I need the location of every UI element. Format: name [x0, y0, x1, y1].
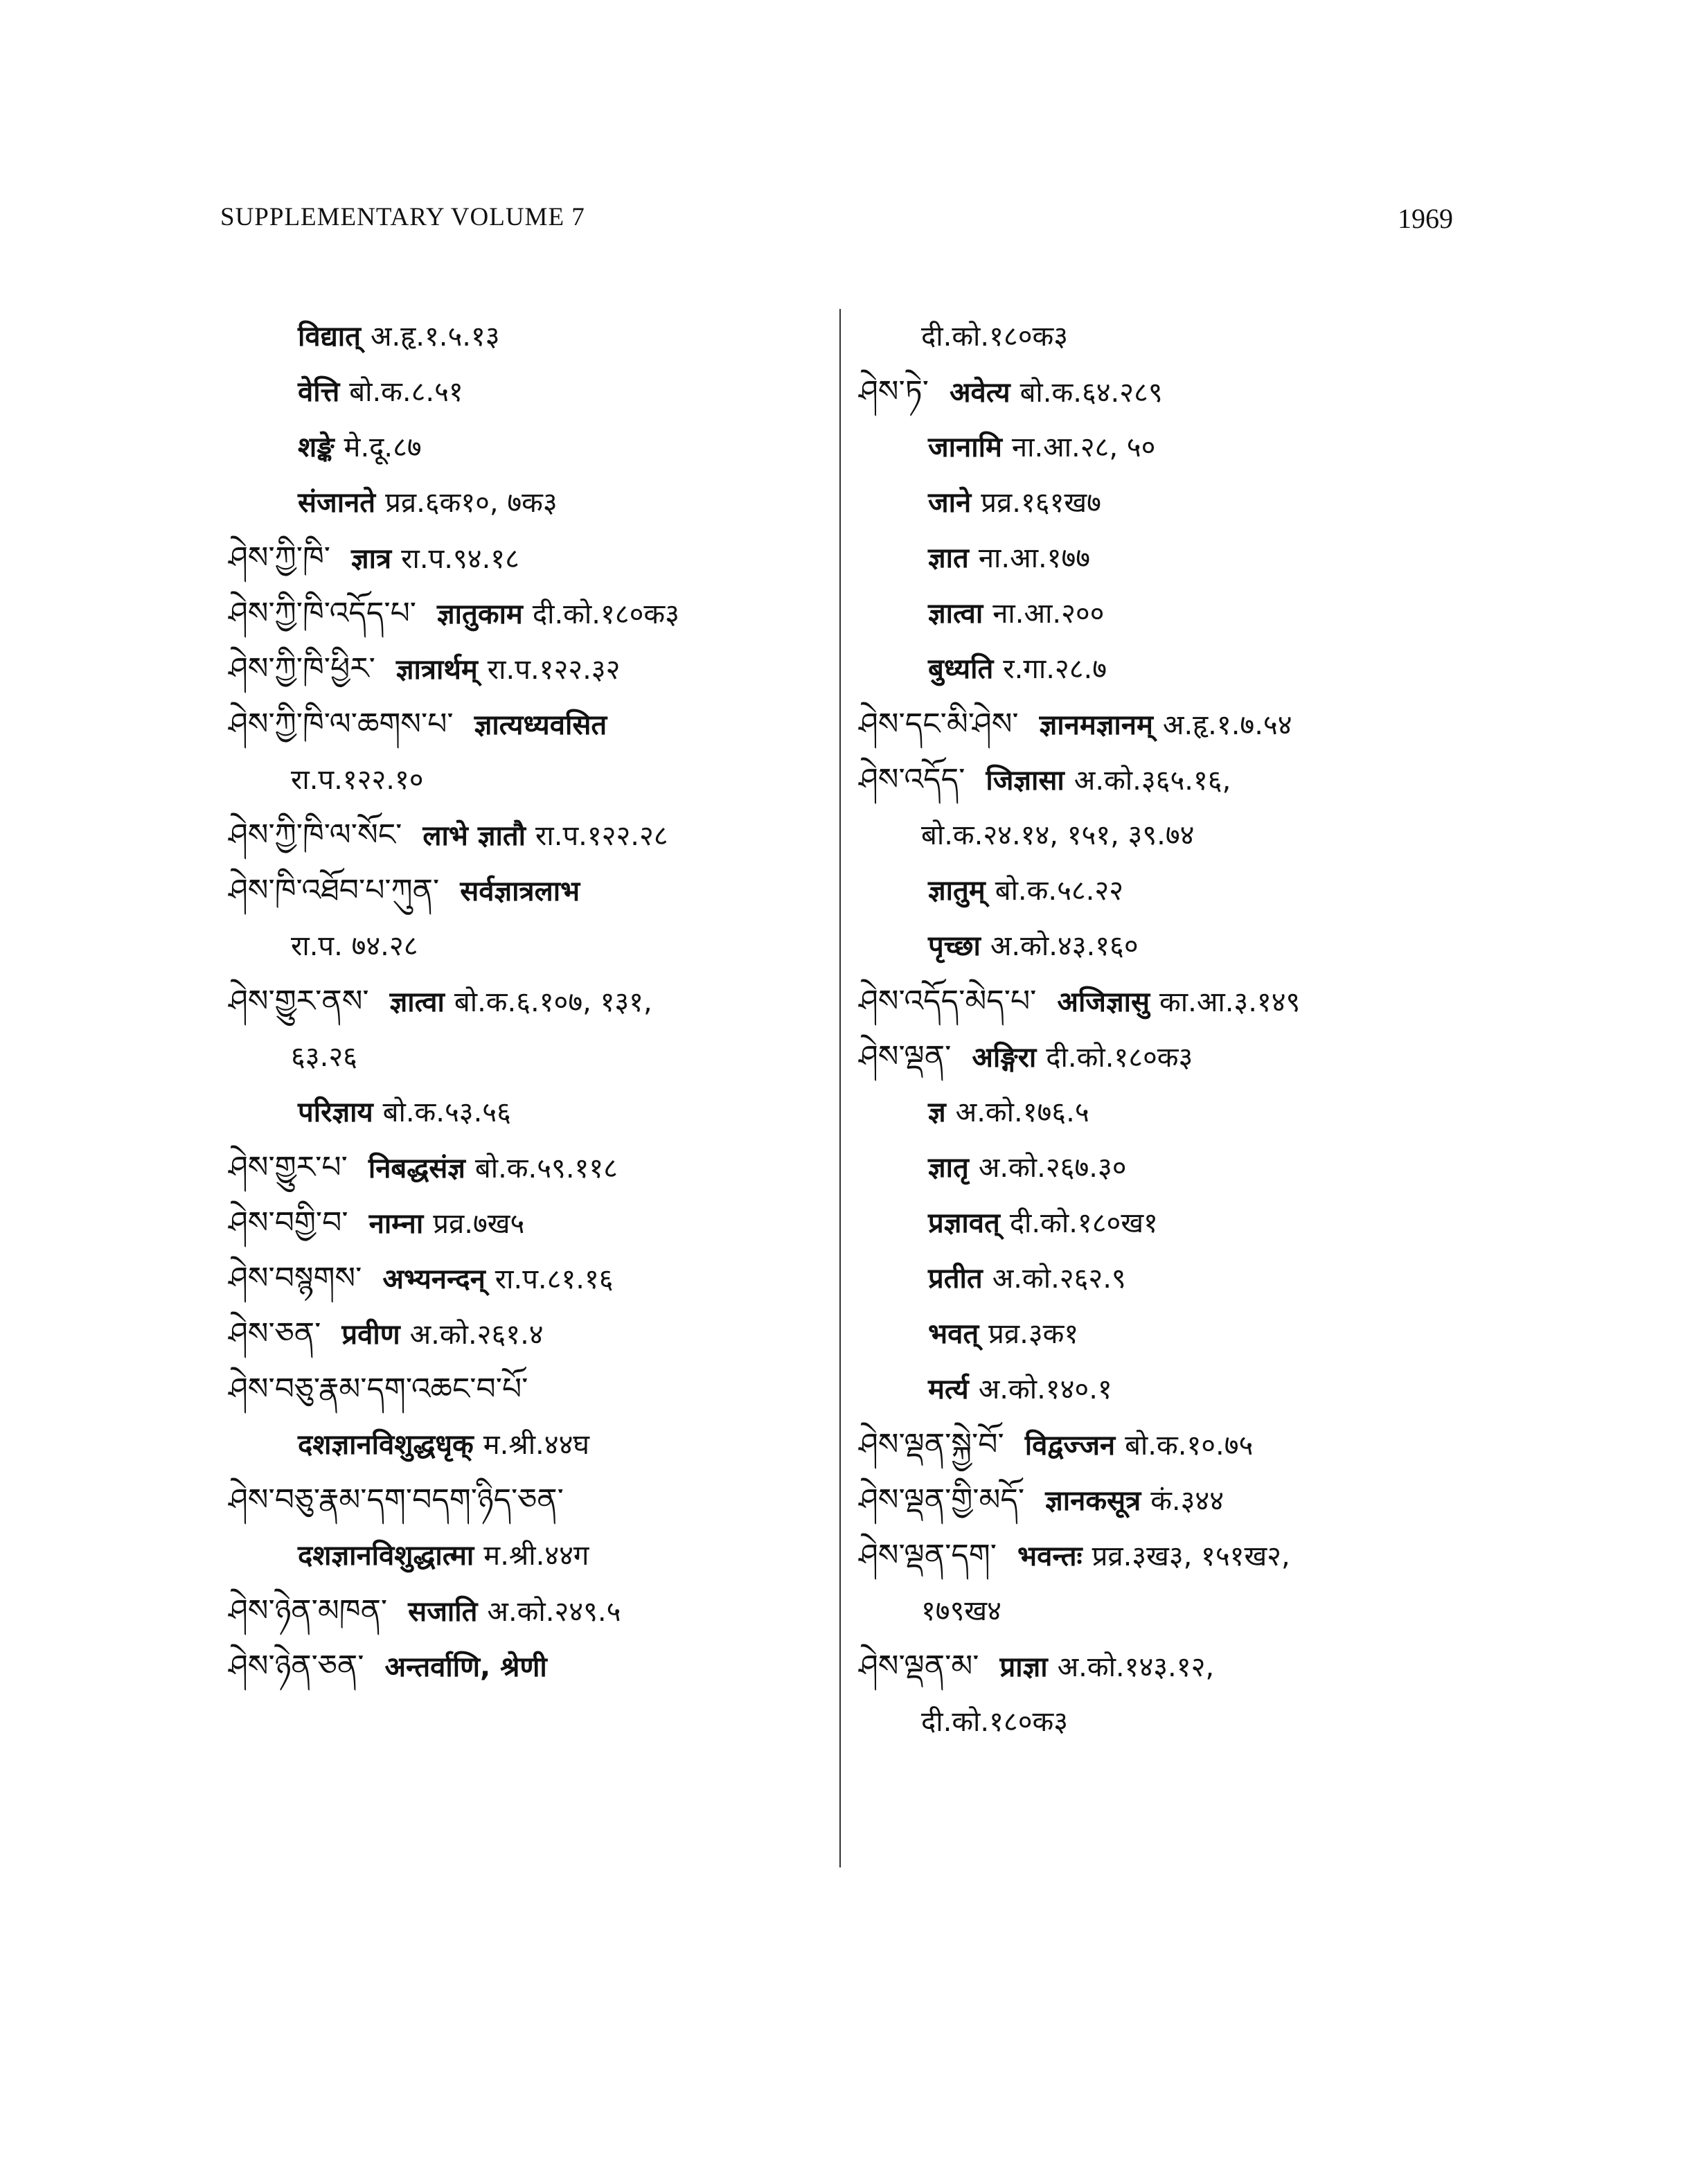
source-reference: ना.आ.२८, ५०	[1011, 432, 1156, 463]
tibetan-headword: ཤེས་ལྡན་སྐྱེ་བོ་	[859, 1427, 1004, 1462]
sanskrit-equivalent: दशज्ञानविशुद्धात्मा	[298, 1540, 474, 1572]
sanskrit-equivalent: अन्तर्वाणि, श्रेणी	[384, 1651, 547, 1683]
sanskrit-equivalent: प्रज्ञावत्	[928, 1207, 1000, 1239]
source-reference: दी.को.१८०क३	[921, 321, 1069, 353]
sub-entry	[859, 1196, 1482, 1251]
source-reference: अ.हृ.१.७.५४	[1162, 709, 1292, 741]
sub-entry	[229, 1085, 838, 1140]
sanskrit-equivalent: संजानते	[298, 487, 376, 519]
source-reference: रा.प.१२२.३२	[487, 654, 621, 686]
sanskrit-equivalent: दशज्ञानविशुद्धधृक्	[298, 1429, 474, 1461]
sanskrit-equivalent: शङ्के	[298, 432, 335, 463]
sub-entry	[859, 586, 1482, 641]
sub-entry	[859, 1362, 1482, 1417]
dictionary-entry	[859, 697, 1482, 752]
source-reference: रा.प. ७४.२८	[291, 930, 418, 962]
sanskrit-equivalent: प्रतीत	[928, 1263, 983, 1295]
source-reference: प्रव्र.१६१ख७	[981, 487, 1101, 519]
source-reference: प्रव्र.७ख५	[433, 1208, 525, 1240]
dictionary-entry	[859, 752, 1482, 808]
sanskrit-equivalent: वेत्ति	[298, 376, 340, 408]
continuation-line	[229, 1029, 838, 1085]
sanskrit-equivalent: ज्ञात्वा	[389, 986, 445, 1018]
source-reference: ६३.२६	[291, 1041, 357, 1073]
page-number: 1969	[1398, 203, 1453, 234]
sanskrit-equivalent: जिज्ञासा	[986, 765, 1065, 797]
continuation-line	[859, 1694, 1482, 1750]
source-reference: दी.को.१८०क३	[1046, 1042, 1193, 1074]
sub-entry	[859, 641, 1482, 697]
source-reference: अ.को.३६५.१६,	[1074, 765, 1231, 797]
dictionary-entry	[229, 1140, 838, 1196]
sanskrit-equivalent: ज्ञ	[928, 1097, 946, 1128]
source-reference: म.श्री.४४घ	[483, 1429, 590, 1461]
sub-entry	[859, 1306, 1482, 1362]
sanskrit-equivalent: प्रवीण	[341, 1319, 400, 1351]
dictionary-entry	[229, 1473, 838, 1528]
sanskrit-equivalent: सर्वज्ञात्रलाभ	[460, 876, 580, 907]
dictionary-entry	[859, 1639, 1482, 1694]
sub-entry	[859, 531, 1482, 586]
source-reference: रा.प.१२२.२८	[535, 820, 668, 852]
source-reference: १७९ख४	[921, 1595, 1001, 1627]
tibetan-headword: ཤེས་ཀྱི་ཁི་ལ་སོང་	[229, 817, 402, 853]
sanskrit-equivalent: ज्ञानकसूत्र	[1045, 1485, 1141, 1517]
dictionary-entry	[229, 1362, 838, 1417]
tibetan-headword: ཤེས་ཉེན་ཅན་	[229, 1649, 364, 1684]
source-reference: अ.को.२६२.९	[992, 1263, 1126, 1295]
tibetan-headword: ཤེས་ཁི་འཐོབ་པ་ཀུན་	[229, 873, 440, 908]
source-reference: प्रव्र.३क१	[988, 1318, 1079, 1350]
continuation-line	[229, 752, 838, 808]
source-reference: प्रव्र.३ख३, १५१ख२,	[1092, 1541, 1290, 1572]
sanskrit-equivalent: अवेत्य	[949, 377, 1010, 409]
source-reference: अ.को.२६७.३०	[978, 1152, 1127, 1184]
source-reference: बो.क.५९.११८	[474, 1153, 618, 1184]
dictionary-entry	[859, 1029, 1482, 1085]
sanskrit-equivalent: ज्ञात्रार्थम्	[395, 654, 478, 686]
sanskrit-equivalent: बुध्यति	[928, 653, 994, 685]
tibetan-headword: ཤེས་གྱུར་ནས་	[229, 984, 369, 1019]
continuation-line	[859, 808, 1482, 863]
sub-entry	[229, 475, 838, 531]
sanskrit-equivalent: अभ्यनन्दन्	[382, 1263, 486, 1295]
dictionary-entry	[229, 586, 838, 641]
tibetan-headword: ཤེས་འདོད་	[859, 762, 965, 797]
source-reference: अ.हृ.१.५.१३	[370, 321, 500, 353]
tibetan-headword: ཤེས་ཀྱི་ཁི་	[229, 540, 331, 576]
sub-entry	[859, 918, 1482, 974]
continuation-line	[859, 309, 1482, 364]
sanskrit-equivalent: जाने	[928, 487, 972, 519]
sanskrit-equivalent: प्राज्ञा	[999, 1651, 1048, 1683]
source-reference: बो.क.६.१०७, १३१,	[454, 986, 652, 1018]
sanskrit-equivalent: जानामि	[928, 432, 1002, 463]
tibetan-headword: ཤེས་བསྙགས་	[229, 1261, 362, 1296]
tibetan-headword: ཤེས་ལྡན་	[859, 1039, 952, 1074]
sub-entry	[859, 475, 1482, 531]
tibetan-headword: ཤེས་ཉེན་མཁན་	[229, 1593, 388, 1628]
source-reference: बो.क.१०.७५	[1125, 1430, 1254, 1462]
dictionary-entry	[229, 974, 838, 1029]
sanskrit-equivalent: विद्वज्जन	[1024, 1430, 1116, 1462]
dictionary-entry	[229, 1306, 838, 1362]
tibetan-headword: ཤེས་ཏེ་	[859, 374, 929, 409]
tibetan-headword: ཤེས་ཀྱི་ཁི་འདོད་པ་	[229, 596, 417, 631]
continuation-line	[859, 1583, 1482, 1639]
source-reference: अ.को.२४९.५	[487, 1596, 621, 1628]
source-reference: बो.क.५३.५६	[382, 1097, 511, 1128]
source-reference: दी.को.१८०ख१	[1009, 1207, 1158, 1239]
sanskrit-equivalent: अङ्गिरा	[972, 1042, 1037, 1074]
source-reference: प्रव्र.६क१०, ७क३	[385, 487, 558, 519]
left-column	[229, 309, 838, 1694]
dictionary-entry	[229, 1251, 838, 1306]
right-column	[859, 309, 1482, 1750]
source-reference: र.गा.२८.७	[1003, 653, 1107, 685]
dictionary-entry	[229, 641, 838, 697]
column-divider	[839, 309, 841, 1867]
source-reference: दी.को.१८०क३	[921, 1706, 1069, 1738]
source-reference: बो.क.५८.२२	[995, 875, 1123, 907]
sanskrit-equivalent: परिज्ञाय	[298, 1097, 373, 1128]
source-reference: अ.को.१७६.५	[955, 1097, 1089, 1128]
tibetan-headword: ཤེས་བཅུ་རྣམ་དག་འཆང་བ་པོ་	[229, 1371, 528, 1407]
source-reference: कं.३४४	[1150, 1485, 1224, 1517]
source-reference: ना.आ.२००	[992, 598, 1105, 630]
source-reference: का.आ.३.१४९	[1159, 986, 1301, 1018]
sanskrit-equivalent: लाभे ज्ञातौ	[422, 820, 526, 852]
tibetan-headword: ཤེས་དང་མི་ཤེས་	[859, 707, 1019, 742]
source-reference: अ.को.२६१.४	[409, 1319, 544, 1351]
source-reference: अ.को.१४०.१	[978, 1374, 1112, 1405]
dictionary-entry	[229, 863, 838, 918]
tibetan-headword: ཤེས་ལྡན་གྱི་མདོ་	[859, 1482, 1025, 1518]
sub-entry	[229, 1417, 838, 1473]
dictionary-entry	[859, 1473, 1482, 1528]
source-reference: अ.को.१४३.१२,	[1057, 1651, 1215, 1683]
source-reference: अ.को.४३.१६०	[990, 930, 1139, 962]
sanskrit-equivalent: ज्ञात	[928, 542, 969, 574]
tibetan-headword: ཤེས་ལྡན་མ་	[859, 1649, 979, 1684]
dictionary-entry	[229, 1639, 838, 1694]
tibetan-headword: ཤེས་བགྱི་བ་	[229, 1205, 348, 1241]
dictionary-entry	[229, 1583, 838, 1639]
dictionary-entry	[859, 974, 1482, 1029]
source-reference: ना.आ.१७७	[978, 542, 1091, 574]
dictionary-entry	[229, 808, 838, 863]
source-reference: रा.प.८१.१६	[495, 1263, 614, 1295]
source-reference: म.श्री.४४ग	[483, 1540, 589, 1572]
dictionary-entry	[229, 1196, 838, 1251]
source-reference: बो.क.८.५१	[349, 376, 463, 408]
continuation-line	[229, 918, 838, 974]
sanskrit-equivalent: पृच्छा	[928, 930, 981, 962]
sub-entry	[859, 1251, 1482, 1306]
sub-entry	[229, 309, 838, 364]
sanskrit-equivalent: निबद्धसंज्ञ	[368, 1153, 465, 1184]
sub-entry	[859, 863, 1482, 918]
dictionary-entry	[229, 697, 838, 752]
tibetan-headword: ཤེས་ཀྱི་ཁི་ཕྱིར་	[229, 651, 375, 686]
sanskrit-equivalent: भवन्तः	[1017, 1541, 1083, 1572]
tibetan-headword: ཤེས་ཀྱི་ཁི་ལ་ཆགས་པ་	[229, 707, 454, 742]
tibetan-headword: ཤེས་ལྡན་དག་	[859, 1538, 997, 1573]
source-reference: रा.प.९४.१८	[401, 543, 519, 575]
sanskrit-equivalent: ज्ञातृ	[928, 1152, 969, 1184]
source-reference: मे.दू.८७	[344, 432, 422, 463]
sanskrit-equivalent: अजिज्ञासु	[1057, 986, 1150, 1018]
tibetan-headword: ཤེས་བཅུ་རྣམ་དག་བདག་ཉིད་ཅན་	[229, 1482, 564, 1518]
sanskrit-equivalent: ज्ञातुकाम	[437, 598, 523, 630]
sub-entry	[229, 420, 838, 475]
sanskrit-equivalent: ज्ञात्र	[351, 543, 392, 575]
sub-entry	[229, 364, 838, 420]
source-reference: रा.प.१२२.१०	[291, 764, 424, 796]
sanskrit-equivalent: ज्ञातुम्	[928, 875, 986, 907]
sub-entry	[859, 420, 1482, 475]
dictionary-entry	[859, 364, 1482, 420]
tibetan-headword: ཤེས་ཅན་	[229, 1316, 321, 1351]
sanskrit-equivalent: नाम्ना	[368, 1208, 424, 1240]
dictionary-entry	[859, 1528, 1482, 1583]
source-reference: दी.को.१८०क३	[532, 598, 679, 630]
tibetan-headword: ཤེས་འདོད་མེད་པ་	[859, 984, 1037, 1019]
sanskrit-equivalent: ज्ञात्वा	[928, 598, 983, 630]
sanskrit-equivalent: ज्ञात्यध्यवसित	[474, 709, 607, 741]
dictionary-entry	[229, 531, 838, 586]
sanskrit-equivalent: भवत्	[928, 1318, 979, 1350]
sanskrit-equivalent: मर्त्य	[928, 1374, 969, 1405]
source-reference: बो.क.६४.२८९	[1019, 377, 1163, 409]
sanskrit-equivalent: सजाति	[408, 1596, 478, 1628]
sub-entry	[859, 1085, 1482, 1140]
source-reference: बो.क.२४.१४, १५१, ३९.७४	[921, 819, 1195, 851]
sanskrit-equivalent: विद्यात्	[298, 321, 361, 353]
dictionary-entry	[859, 1417, 1482, 1473]
tibetan-headword: ཤེས་གྱུར་པ་	[229, 1150, 348, 1185]
running-title: SUPPLEMENTARY VOLUME 7	[220, 203, 585, 231]
sanskrit-equivalent: ज्ञानमज्ञानम्	[1039, 709, 1153, 741]
sub-entry	[229, 1528, 838, 1583]
sub-entry	[859, 1140, 1482, 1196]
